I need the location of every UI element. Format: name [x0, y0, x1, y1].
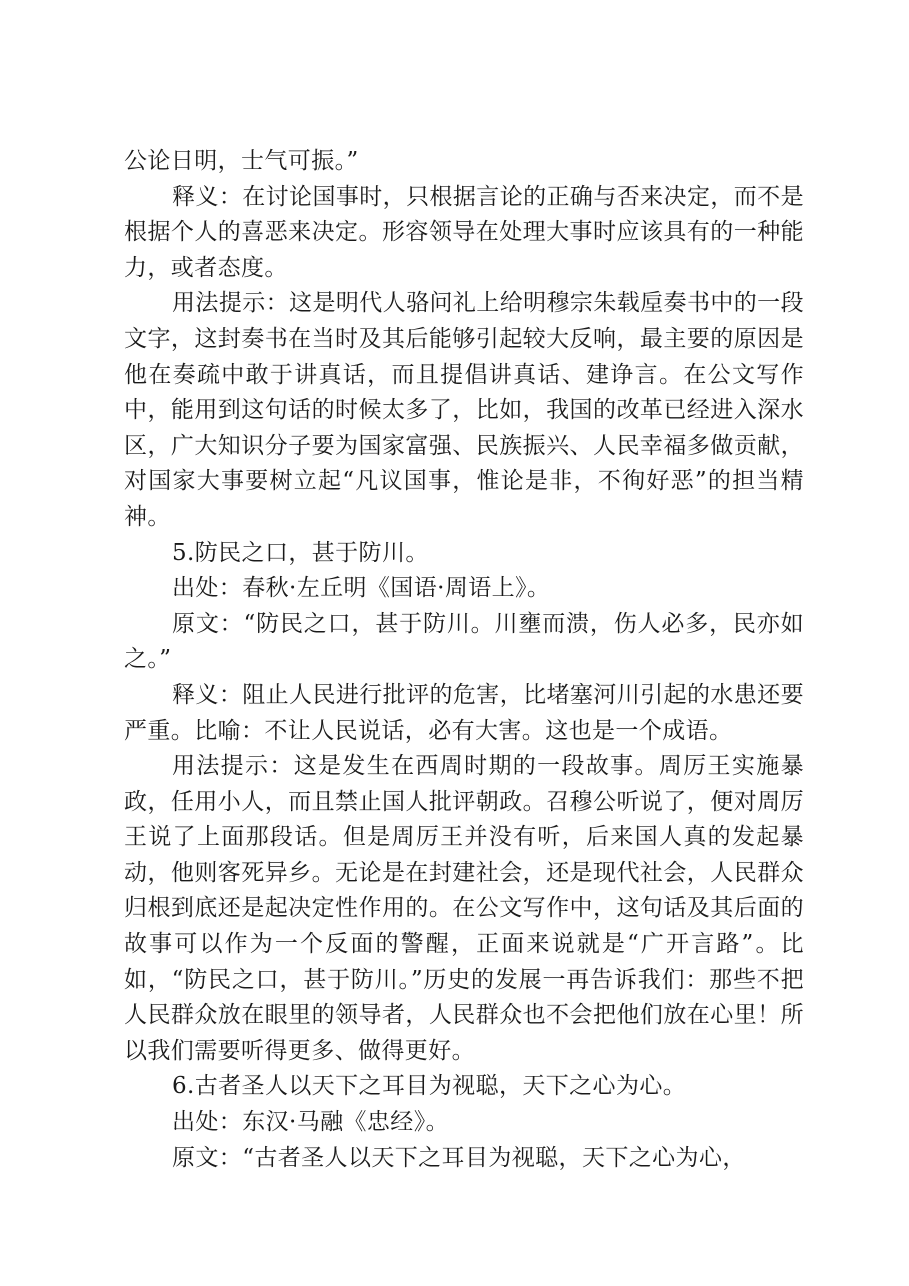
paragraph-definition: 释义：阻止人民进行批评的危害，比堵塞河川引起的水患还要严重。比喻：不让人民说话，必有大害。这也是一个成语。 [124, 681, 804, 744]
paragraph-heading-6: 6.古者圣人以天下之耳目为视聪，天下之心为心。 [172, 1073, 687, 1100]
paragraph-heading-5: 5.防民之口，甚于防川。 [172, 539, 429, 566]
paragraph-original-text: 原文：“防民之口，甚于防川。川壅而溃，伤人必多，民亦如之。” [124, 610, 804, 673]
paragraph-original-text: 原文：“古者圣人以天下之耳目为视聪，天下之心为心， [172, 1144, 746, 1171]
paragraph-source: 出处：春秋·左丘明《国语·周语上》。 [172, 575, 551, 602]
paragraph-definition: 释义：在讨论国事时，只根据言论的正确与否来决定，而不是根据个人的喜恶来决定。形容领导在处理大事时应该具有的一种能力，或者态度。 [124, 183, 804, 281]
paragraph-usage-note: 用法提示：这是明代人骆问礼上给明穆宗朱载垕奏书中的一段文字，这封奏书在当时及其后能够引起较大反响，最主要的原因是他在奏疏中敢于讲真话，而且提倡讲真话、建诤言。在公文写作中，能用到这句话的时候太多了，比如，我国的改革已经进入深水区，广大知识分子要为国家富强、民族振兴、人民幸福多做贡献，对国家大事要树立起“凡议国事，惟论是非，不徇好恶”的担当精神。 [124, 290, 804, 530]
paragraph-source: 出处：东汉·马融《忠经》。 [172, 1109, 450, 1136]
document-body [124, 144, 804, 1176]
paragraph-usage-note: 用法提示：这是发生在西周时期的一段故事。周厉王实施暴政，任用小人，而且禁止国人批评朝政。召穆公听说了，便对周厉王说了上面那段话。但是周厉王并没有听，后来国人真的发起暴动，他则客死异乡。无论是在封建社会，还是现代社会，人民群众归根到底还是起决定性作用的。在公文写作中，这句话及其后面的故事可以作为一个反面的警醒，正面来说就是“广开言路”。比如，“防民之口，甚于防川。”历史的发展一再告诉我们：那些不把人民群众放在眼里的领导者，人民群众也不会把他们放在心里！所以我们需要听得更多、做得更好。 [124, 753, 804, 1064]
paragraph-continuation: 公论日明，士气可振。” [124, 148, 359, 174]
